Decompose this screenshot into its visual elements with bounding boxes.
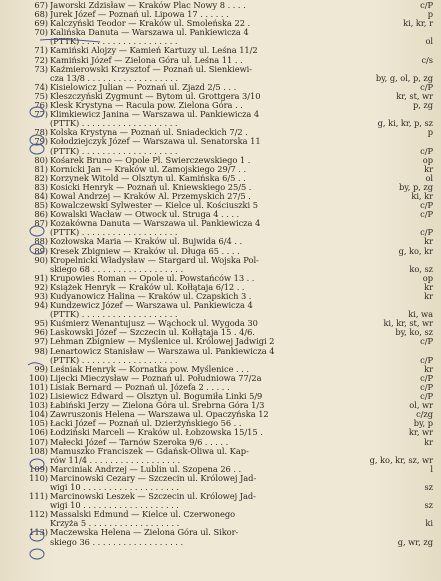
- entry-codes: c/P: [420, 354, 433, 365]
- list-item: [34, 327, 433, 338]
- list-item: [34, 27, 433, 38]
- entry-codes: c/P: [420, 227, 433, 238]
- entry-text: Kundzewicz Józef — Warszawa ul. Pankiewicza 4: [50, 301, 253, 311]
- entry-number: 70): [34, 27, 48, 38]
- list-item: [34, 0, 433, 10]
- list-item: [29, 463, 433, 474]
- list-item: [50, 74, 433, 83]
- list-item: [34, 154, 433, 165]
- entry-text: Kaźmierowski Krzysztof — Poznań ul. Sienkiewi-: [50, 64, 253, 74]
- entry-text: Zawruszonis Helena — Warszawa ul. Opaczyńska 12: [50, 410, 269, 420]
- entry-text: Kamiński Józef — Zielona Góra ul. Leśna 11 . .: [50, 55, 243, 65]
- entry-text: cza 13/8 . . . . . . . . . . . . . . . . . .: [50, 73, 178, 83]
- entry-text: Klesk Krystyna — Racula pow. Zielona Góra . .: [50, 101, 243, 111]
- entry-text: Laskowski Józef — Szczecin ul. Kołłątaja 15 . 4/6.: [50, 328, 255, 338]
- list-item: [34, 90, 433, 101]
- entry-text: Łacki Józef — Poznań ul. Dzierżyńskiego 56 . .: [50, 419, 242, 429]
- list-item: [29, 472, 433, 483]
- list-item: [34, 136, 433, 147]
- entry-number: 105): [29, 418, 48, 429]
- entry-number: 80): [34, 154, 48, 165]
- entry-codes: c/P: [420, 145, 433, 156]
- entry-codes: g, ki, kr, p, sz: [377, 118, 433, 129]
- list-item: [29, 509, 433, 520]
- entry-codes: op: [422, 272, 433, 283]
- entry-text: Kolska Krystyna — Poznań ul. Śniadeckich 7/2 .: [50, 128, 248, 138]
- entry-number: 102): [29, 391, 48, 402]
- list-item: [34, 181, 433, 192]
- entry-text: Kuśmierz Wenantujusz — Wąchock ul. Wygoda 30: [50, 319, 258, 329]
- entry-text: Kornicki Jan — Kraków ul. Zamojskiego 29/7 . .: [50, 164, 247, 174]
- entry-list: [29, 0, 433, 547]
- entry-number: 96): [34, 327, 48, 338]
- list-item: [29, 436, 433, 447]
- entry-text: (PTTK) . . . . . . . . . . . . . . . . . . .: [50, 310, 178, 320]
- entry-codes: by, p: [413, 418, 433, 429]
- entry-text: (PTTK) . . . . . . . . . . . . . . . . . . .: [50, 37, 178, 47]
- entry-number: 99): [34, 363, 48, 374]
- entry-text: Kozłowska Maria — Kraków ul. Bujwida 6/4 . .: [50, 237, 243, 247]
- entry-codes: c/P: [420, 372, 433, 383]
- entry-codes: c/P: [420, 81, 433, 92]
- entry-number: 90): [34, 254, 48, 265]
- list-item: [34, 218, 433, 229]
- entry-number: 83): [34, 181, 48, 192]
- list-item: [34, 291, 433, 301]
- entry-text: Marcinowski Cezary — Szczecin ul. Królowej Jad-: [50, 473, 257, 483]
- entry-text: Kamiński Alojzy — Kamień Kartuzy ul. Leśna 11/2: [50, 46, 258, 56]
- entry-text: Kowalski Wacław — Otwock ul. Struga 4 . . . .: [50, 210, 240, 220]
- entry-number: 94): [34, 300, 48, 311]
- entry-codes: ol: [425, 172, 433, 183]
- entry-number: 110): [29, 472, 48, 483]
- entry-codes: c/P: [420, 209, 433, 220]
- entry-text: Lijecki Mieczysław — Poznań ul. Południowa 77/2a: [50, 373, 262, 383]
- list-item: [34, 345, 433, 356]
- list-item: [34, 190, 433, 201]
- entry-text: Kowalczewski Sylwester — Kielce ul. Kościuszki 5: [50, 201, 258, 211]
- entry-text: Książek Henryk — Kraków ul. Kołłątaja 6/12 . .: [50, 282, 245, 292]
- entry-codes: kr: [424, 236, 433, 247]
- entry-codes: g, wr, zg: [397, 536, 433, 547]
- entry-text: Kowal Andrzej — Kraków Al. Przemyskich 27/5 .: [50, 191, 251, 201]
- entry-text: Kalczyński Teodor — Kraków ul. Smoleńska 22 .: [50, 19, 251, 29]
- entry-number: 112): [29, 509, 48, 520]
- entry-text: skiego 68 . . . . . . . . . . . . . . . . . .: [50, 264, 184, 274]
- entry-number: 78): [34, 127, 48, 138]
- entry-number: 97): [34, 336, 48, 347]
- list-item: [29, 527, 433, 538]
- list-item: [29, 491, 433, 502]
- list-item: [29, 418, 433, 429]
- entry-codes: p: [427, 9, 433, 20]
- entry-text: rów 11/4 . . . . . . . . . . . . . . . . . .: [50, 455, 181, 465]
- entry-text: Lenartowicz Stanisław — Warszawa ul. Pankiewicza 4: [50, 346, 275, 356]
- list-item: [50, 119, 433, 128]
- entry-text: wigi 10 . . . . . . . . . . . . . . . . . . .: [50, 482, 179, 492]
- entry-number: 72): [34, 54, 48, 65]
- entry-text: Kleszczyński Zygmunt — Bytom ul. Grottgera 3/10: [50, 91, 261, 101]
- entry-text: Kozakówna Danuta — Warszawa ul. Pankiewicza 4: [50, 219, 261, 229]
- list-item: [34, 209, 433, 220]
- list-item: [50, 501, 433, 510]
- list-item: [29, 381, 433, 392]
- entry-codes: ki, wa: [408, 309, 433, 320]
- entry-codes: ki, kr, r: [403, 18, 433, 29]
- entry-codes: c/P: [420, 391, 433, 402]
- list-item: [34, 318, 433, 329]
- list-item: [29, 400, 433, 411]
- entry-codes: ki: [425, 518, 433, 529]
- entry-number: 107): [29, 436, 48, 447]
- list-item: [29, 391, 433, 402]
- entry-number: 77): [34, 109, 48, 120]
- entry-number: 104): [29, 409, 48, 420]
- list-item: [50, 37, 433, 46]
- entry-number: 68): [34, 9, 48, 20]
- list-item: [34, 100, 433, 111]
- list-item: [50, 483, 433, 492]
- entry-text: Mamuszko Franciszek — Gdańsk-Oliwa ul. Kap-: [50, 446, 249, 456]
- entry-codes: p: [427, 127, 433, 138]
- entry-number: 88): [34, 236, 48, 247]
- list-item: [50, 147, 433, 156]
- entry-codes: c/s: [421, 54, 433, 65]
- entry-text: Kropelnicki Władysław — Stargard ul. Wojska Pol-: [50, 255, 259, 265]
- entry-text: Małecki Józef — Tarnów Szeroka 9/6 . . . . .: [50, 437, 229, 447]
- entry-text: Krupowies Roman — Opole ul. Powstańców 13 . .: [50, 273, 255, 283]
- entry-text: (PTTK) . . . . . . . . . . . . . . . . . . .: [50, 119, 178, 129]
- entry-number: 111): [29, 491, 48, 502]
- list-item: [34, 81, 433, 92]
- entry-number: 75): [34, 90, 48, 101]
- entry-number: 79): [34, 136, 48, 147]
- entry-codes: l: [430, 463, 433, 474]
- entry-text: Kosicki Henryk — Poznań ul. Kniewskiego 25/5 .: [50, 182, 252, 192]
- entry-text: wigi 10 . . . . . . . . . . . . . . . . . . .: [50, 501, 179, 511]
- list-item: [50, 265, 433, 274]
- list-item: [34, 300, 433, 311]
- entry-codes: ko, sz: [409, 263, 433, 274]
- entry-codes: sz: [424, 481, 433, 492]
- list-item: [34, 54, 433, 65]
- entry-number: 103): [29, 400, 48, 411]
- list-item: [34, 336, 433, 347]
- list-item: [34, 127, 433, 138]
- list-item: [34, 245, 433, 256]
- entry-number: 98): [34, 345, 48, 356]
- entry-number: 95): [34, 318, 48, 329]
- entry-text: Lisiak Bernard — Poznań ul. Józefa 2 . . . . .: [50, 382, 230, 392]
- entry-number: 76): [34, 100, 48, 111]
- entry-codes: sz: [424, 500, 433, 511]
- entry-text: Leśniak Henryk — Kornatka pow. Myślenice . . .: [50, 364, 249, 374]
- entry-number: 81): [34, 163, 48, 174]
- entry-text: Korzynek Witold — Olsztyn ul. Kamińska 6/5 . .: [50, 173, 246, 183]
- entry-number: 82): [34, 172, 48, 183]
- entry-number: 106): [29, 427, 48, 438]
- entry-codes: kr, wr: [408, 427, 433, 438]
- list-item: [34, 281, 433, 292]
- entry-text: (PTTK) . . . . . . . . . . . . . . . . . . .: [50, 355, 178, 365]
- entry-text: Kalińska Danuta — Warszawa ul. Pankiewicza 4: [50, 28, 249, 38]
- list-item: [29, 372, 433, 383]
- entry-codes: c/zg: [416, 409, 433, 420]
- entry-text: Kołodziejczyk Józef — Warszawa ul. Senatorska 11: [50, 137, 261, 147]
- entry-text: Łodziński Marceli — Kraków ul. Łobzowska 15/15 .: [50, 428, 263, 438]
- entry-number: 109): [29, 463, 48, 474]
- list-item: [29, 409, 433, 420]
- entry-codes: kr: [424, 163, 433, 174]
- list-item: [34, 200, 433, 211]
- entry-codes: by, ko, sz: [395, 327, 433, 338]
- list-item: [50, 538, 433, 547]
- entry-number: 69): [34, 18, 48, 29]
- entry-codes: c/P: [420, 336, 433, 347]
- list-item: [34, 172, 433, 183]
- list-item: [34, 363, 433, 374]
- entry-number: 67): [34, 0, 48, 10]
- entry-number: 108): [29, 445, 48, 456]
- entry-number: 86): [34, 209, 48, 220]
- entry-codes: c/P: [420, 381, 433, 392]
- entry-codes: ol, wr: [409, 400, 433, 411]
- entry-codes: by, g, ol, p, zg: [375, 72, 433, 83]
- list-item: [34, 109, 433, 120]
- entry-text: Łabiński Jerzy — Zielona Góra ul. Srebrna Góra 1/3: [50, 401, 265, 411]
- entry-text: Kośarek Bruno — Opole Pl. Świerczewskiego 1 .: [50, 155, 251, 165]
- entry-codes: kr: [424, 436, 433, 447]
- pencil-circle-mark: [30, 549, 44, 559]
- list-item: [50, 310, 433, 319]
- entry-codes: ol: [425, 36, 433, 47]
- entry-text: Kisielowicz Julian — Poznań ul. Zjazd 2/5 . . .: [50, 82, 237, 92]
- entry-text: (PTTK) . . . . . . . . . . . . . . . . . . .: [50, 146, 178, 156]
- entry-text: Marcinowski Leszek — Szczecin ul. Królowej Jad-: [50, 492, 256, 502]
- entry-number: 89): [34, 245, 48, 256]
- entry-codes: g, ko, kr: [398, 245, 433, 256]
- list-item: [50, 519, 433, 528]
- list-item: [50, 456, 433, 465]
- entry-codes: g, ko, kr, sz, wr: [369, 454, 433, 465]
- entry-codes: op: [422, 154, 433, 165]
- list-item: [34, 163, 433, 174]
- entry-codes: ki, kr, st, wr: [383, 318, 433, 329]
- entry-codes: c/P: [420, 0, 433, 10]
- entry-codes: kr: [424, 363, 433, 374]
- entry-number: 91): [34, 272, 48, 283]
- entry-text: Kudyanowicz Halina — Kraków ul. Czapskich 3 .: [50, 292, 252, 301]
- list-item: [34, 272, 433, 283]
- list-item: [34, 254, 433, 265]
- entry-codes: kr, st, wr: [396, 90, 433, 101]
- entry-text: (PTTK) . . . . . . . . . . . . . . . . . . .: [50, 228, 178, 238]
- entry-number: 100): [29, 372, 48, 383]
- entry-codes: kr: [424, 281, 433, 292]
- entry-number: 74): [34, 81, 48, 92]
- entry-text: Kresek Zbigniew — Kraków ul. Długa 65 . . . .: [50, 246, 240, 256]
- entry-text: Klimkiewicz Janina — Warszawa ul. Pankiewicza 4: [50, 110, 260, 120]
- entry-number: 92): [34, 281, 48, 292]
- entry-number: 85): [34, 200, 48, 211]
- list-item: [34, 45, 433, 56]
- entry-number: 87): [34, 218, 48, 229]
- entry-text: Lisiewicz Edward — Olsztyn ul. Bogumiła Linki 5/9: [50, 392, 263, 402]
- entry-codes: p, zg: [412, 100, 433, 111]
- entry-number: 84): [34, 190, 48, 201]
- list-item: [34, 236, 433, 247]
- entry-text: Massalski Edmund — Kielce ul. Czerwonego: [50, 510, 236, 520]
- entry-codes: ki, kr: [411, 190, 433, 201]
- entry-number: 93): [34, 291, 48, 301]
- entry-text: Marciniak Andrzej — Lublin ul. Szopena 26 . .: [50, 464, 242, 474]
- entry-number: 71): [34, 45, 48, 56]
- entry-number: 113): [29, 527, 48, 538]
- entry-text: skiego 36 . . . . . . . . . . . . . . . . . .: [50, 537, 184, 547]
- entry-text: Jaworski Zdzisław — Kraków Plac Nowy 8 . . . .: [50, 1, 246, 10]
- list-item: [34, 9, 433, 20]
- entry-number: 73): [34, 63, 48, 74]
- entry-text: Lehman Zbigniew — Myślenice ul. Królowej Jadwigi 2: [50, 337, 275, 347]
- entry-text: Maczewska Helena — Zielona Góra ul. Sikor-: [50, 528, 239, 538]
- entry-text: Jurek Józef — Poznań ul. Lipowa 17 . . . . . .: [50, 10, 229, 20]
- list-item: [50, 356, 433, 365]
- list-item: [29, 427, 433, 438]
- entry-text: Krzyża 5 . . . . . . . . . . . . . . . . . .: [50, 519, 180, 529]
- list-item: [50, 228, 433, 237]
- entry-codes: by, p, zg: [399, 181, 433, 192]
- entry-codes: c/P: [420, 200, 433, 211]
- entry-codes: kr: [424, 291, 433, 301]
- entry-number: 101): [29, 381, 48, 392]
- list-item: [34, 18, 433, 29]
